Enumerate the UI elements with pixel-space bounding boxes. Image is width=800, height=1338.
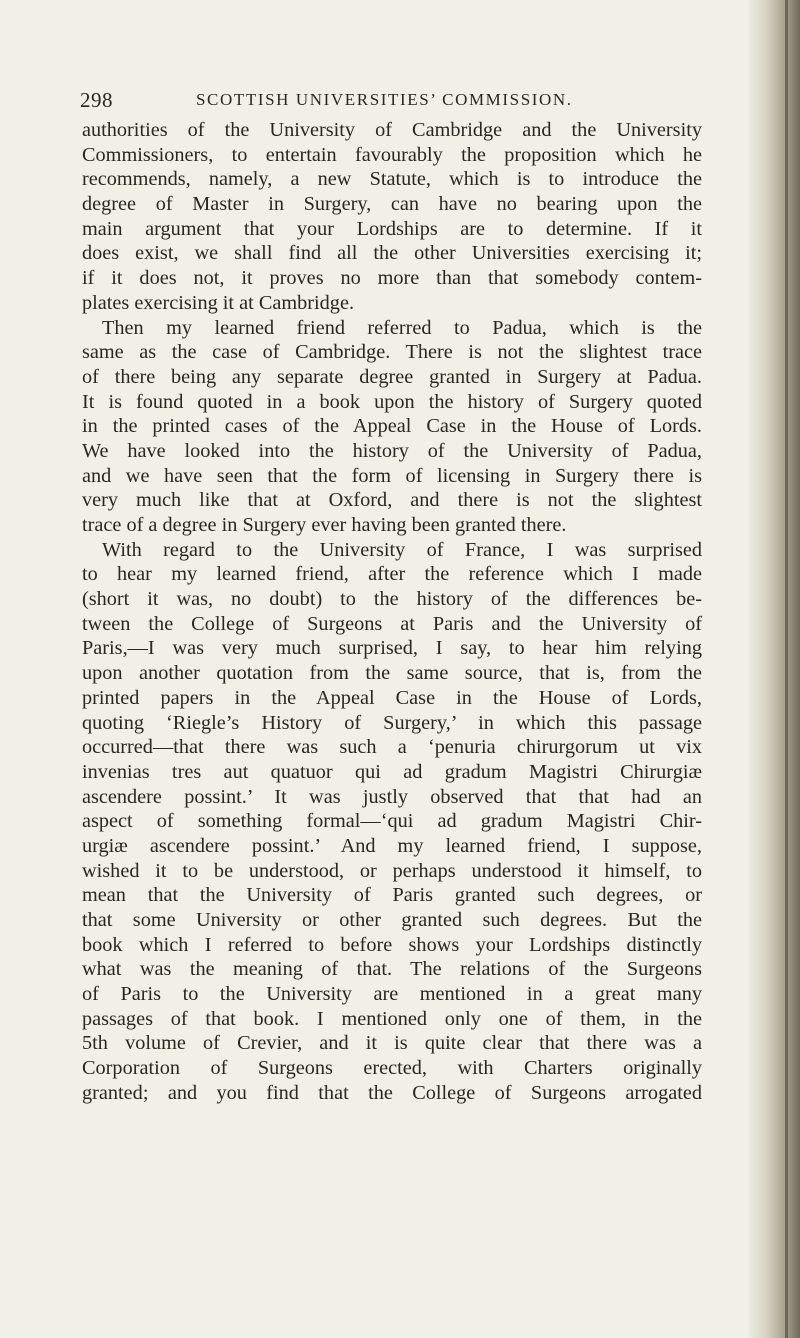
text-line: that some University or other granted such degrees. But the [82,909,702,931]
text-line: invenias tres aut quatuor qui ad gradum Magistri Chirurgiæ [82,760,702,783]
text-line: very much like that at Oxford, and there is not the slightest [82,489,702,512]
text-line: of there being any separate degree granted in Surgery at Padua. [82,365,702,388]
text-line: With regard to the University of France, I was surprised [102,538,702,561]
text-line: does exist, we shall find all the other Universities exercising it; [82,242,702,265]
text-line: occurred—that there was such a ‘penuria chirurgorum ut vix [82,736,702,759]
text-line: upon another quotation from the same source, that is, from the [82,662,702,685]
text-line: authorities of the University of Cambridge and the University [82,119,702,141]
text-line: granted; and you find that the College of Surgeons arrogated [82,1081,702,1104]
text-line: what was the meaning of that. The relations of the Surgeons [82,958,702,981]
text-line: of Paris to the University are mentioned in a great many [82,983,702,1006]
text-line: 5th volume of Crevier, and it is quite clear that there was a [82,1032,702,1055]
text-line: tween the College of Surgeons at Paris and the University of [82,612,702,635]
text-line: Commissioners, to entertain favourably the proposition which he [82,143,702,166]
text-line: mean that the University of Paris granted such degrees, or [82,884,702,907]
text-line: trace of a degree in Surgery ever having been granted there. [82,514,567,536]
text-line: if it does not, it proves no more than that somebody contem- [82,267,702,290]
text-line: in the printed cases of the Appeal Case in the House of Lords. [82,415,702,438]
text-line: wished it to be understood, or perhaps understood it himself, to [82,859,702,882]
page-header [80,88,690,114]
text-line: ascendere possint.’ It was justly observed that that had an [82,785,702,808]
text-line: urgiæ ascendere possint.’ And my learned friend, I suppose, [82,834,702,857]
text-line: (short it was, no doubt) to the history of the differences be- [82,588,702,611]
text-line: It is found quoted in a book upon the history of Surgery quoted [82,390,702,413]
text-line: book which I referred to before shows your Lordships distinctly [82,933,702,956]
text-line: main argument that your Lordships are to determine. If it [82,217,702,240]
text-line: quoting ‘Riegle’s History of Surgery,’ in which this passage [82,711,702,734]
text-line: plates exercising it at Cambridge. [82,291,355,314]
page-gutter-shadow [748,0,800,1338]
running-head: SCOTTISH UNIVERSITIES’ COMMISSION. [196,90,573,109]
text-line: to hear my learned friend, after the reference which I made [82,563,702,586]
text-line: degree of Master in Surgery, can have no bearing upon the [82,193,702,216]
page-number: 298 [80,88,113,112]
text-line: Corporation of Surgeons erected, with Charters originally [82,1057,702,1080]
page-edge [785,0,788,1338]
text-line: Paris,—I was very much surprised, I say, to hear him relying [82,637,702,660]
body-text [82,118,702,1106]
text-line: printed papers in the Appeal Case in the House of Lords, [82,686,702,709]
text-line: aspect of something formal—‘qui ad gradum Magistri Chir- [82,810,702,833]
text-line: recommends, namely, a new Statute, which is to introduce the [82,168,702,191]
text-line: same as the case of Cambridge. There is not the slightest trace [82,341,702,364]
text-line: passages of that book. I mentioned only one of them, in the [82,1007,702,1030]
text-line: We have looked into the history of the University of Padua, [82,439,702,462]
text-line: and we have seen that the form of licensing in Surgery there is [82,464,702,487]
text-line: Then my learned friend referred to Padua, which is the [102,316,702,339]
